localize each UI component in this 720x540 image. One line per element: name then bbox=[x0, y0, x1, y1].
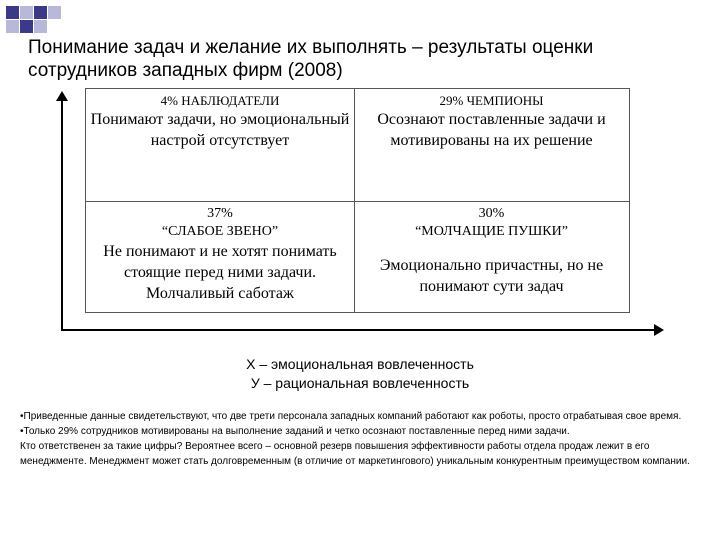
quadrant-weak-link bbox=[86, 205, 354, 313]
quadrant-champions-description: Осознают поставленные задачи и мотивированы на их решение bbox=[377, 111, 606, 149]
quadrant-silent-guns bbox=[354, 205, 629, 313]
decor-square-5 bbox=[20, 20, 33, 33]
quadrant-silent-guns-percent: 30% bbox=[478, 206, 505, 221]
notes-block bbox=[20, 409, 700, 469]
quadrant-observers-description: Понимают задачи, но эмоциональный настрой отсутствует bbox=[90, 111, 350, 149]
decor-square-7 bbox=[48, 6, 61, 19]
note-paragraph: •Только 29% сотрудников мотивированы на выполнение заданий и четко осознают поставленные перед ними задачи. bbox=[20, 426, 570, 437]
decor-square-4 bbox=[6, 20, 19, 33]
note-paragraph: •Приведенные данные свидетельствуют, что две трети персонала западных компаний работают как роботы, просто отрабатывая свое время. bbox=[20, 411, 682, 422]
quadrant-silent-guns-description: Эмоционально причастны, но не понимают сути задач bbox=[379, 257, 604, 295]
grid-horizontal-divider bbox=[86, 201, 629, 202]
quadrant-observers bbox=[86, 93, 354, 201]
slide-title: Понимание задач и желание их выполнять – результаты оценки сотрудников западных фирм (2008) bbox=[28, 37, 594, 81]
y-axis-legend: У – рациональная вовлеченность bbox=[250, 375, 470, 391]
quadrant-weak-link-name: “СЛАБОЕ ЗВЕНО” bbox=[161, 224, 279, 239]
quadrant-grid bbox=[85, 88, 630, 313]
decor-square-6 bbox=[34, 20, 47, 33]
note-paragraph: Кто ответственен за такие цифры? Вероятнее всего – основной резерв повышения эффективности работы отдела продаж лежит в его менеджменте. Менеджмент может стать долговременным (в отличие от маркетингового) уникальным конкурентным преимуществом компании. bbox=[20, 441, 690, 467]
x-axis-arrow-icon bbox=[654, 324, 664, 336]
decor-square-2 bbox=[20, 6, 33, 19]
x-axis-line bbox=[61, 329, 656, 331]
quadrant-champions-header: 29% ЧЕМПИОНЫ bbox=[439, 93, 544, 108]
quadrant-champions bbox=[354, 93, 629, 201]
decor-square-1 bbox=[6, 6, 19, 19]
y-axis-line bbox=[61, 100, 63, 330]
quadrant-observers-header: 4% НАБЛЮДАТЕЛИ bbox=[160, 93, 280, 108]
quadrant-silent-guns-name: “МОЛЧАЩИЕ ПУШКИ” bbox=[415, 224, 568, 239]
quadrant-weak-link-description: Не понимают и не хотят понимать стоящие перед ними задачи. Молчаливый саботаж bbox=[103, 243, 337, 302]
quadrant-weak-link-percent: 37% bbox=[207, 206, 233, 221]
x-axis-legend: Х – эмоциональная вовлеченность bbox=[246, 356, 474, 372]
decor-square-3 bbox=[34, 6, 47, 19]
y-axis-arrow-icon bbox=[56, 91, 68, 101]
